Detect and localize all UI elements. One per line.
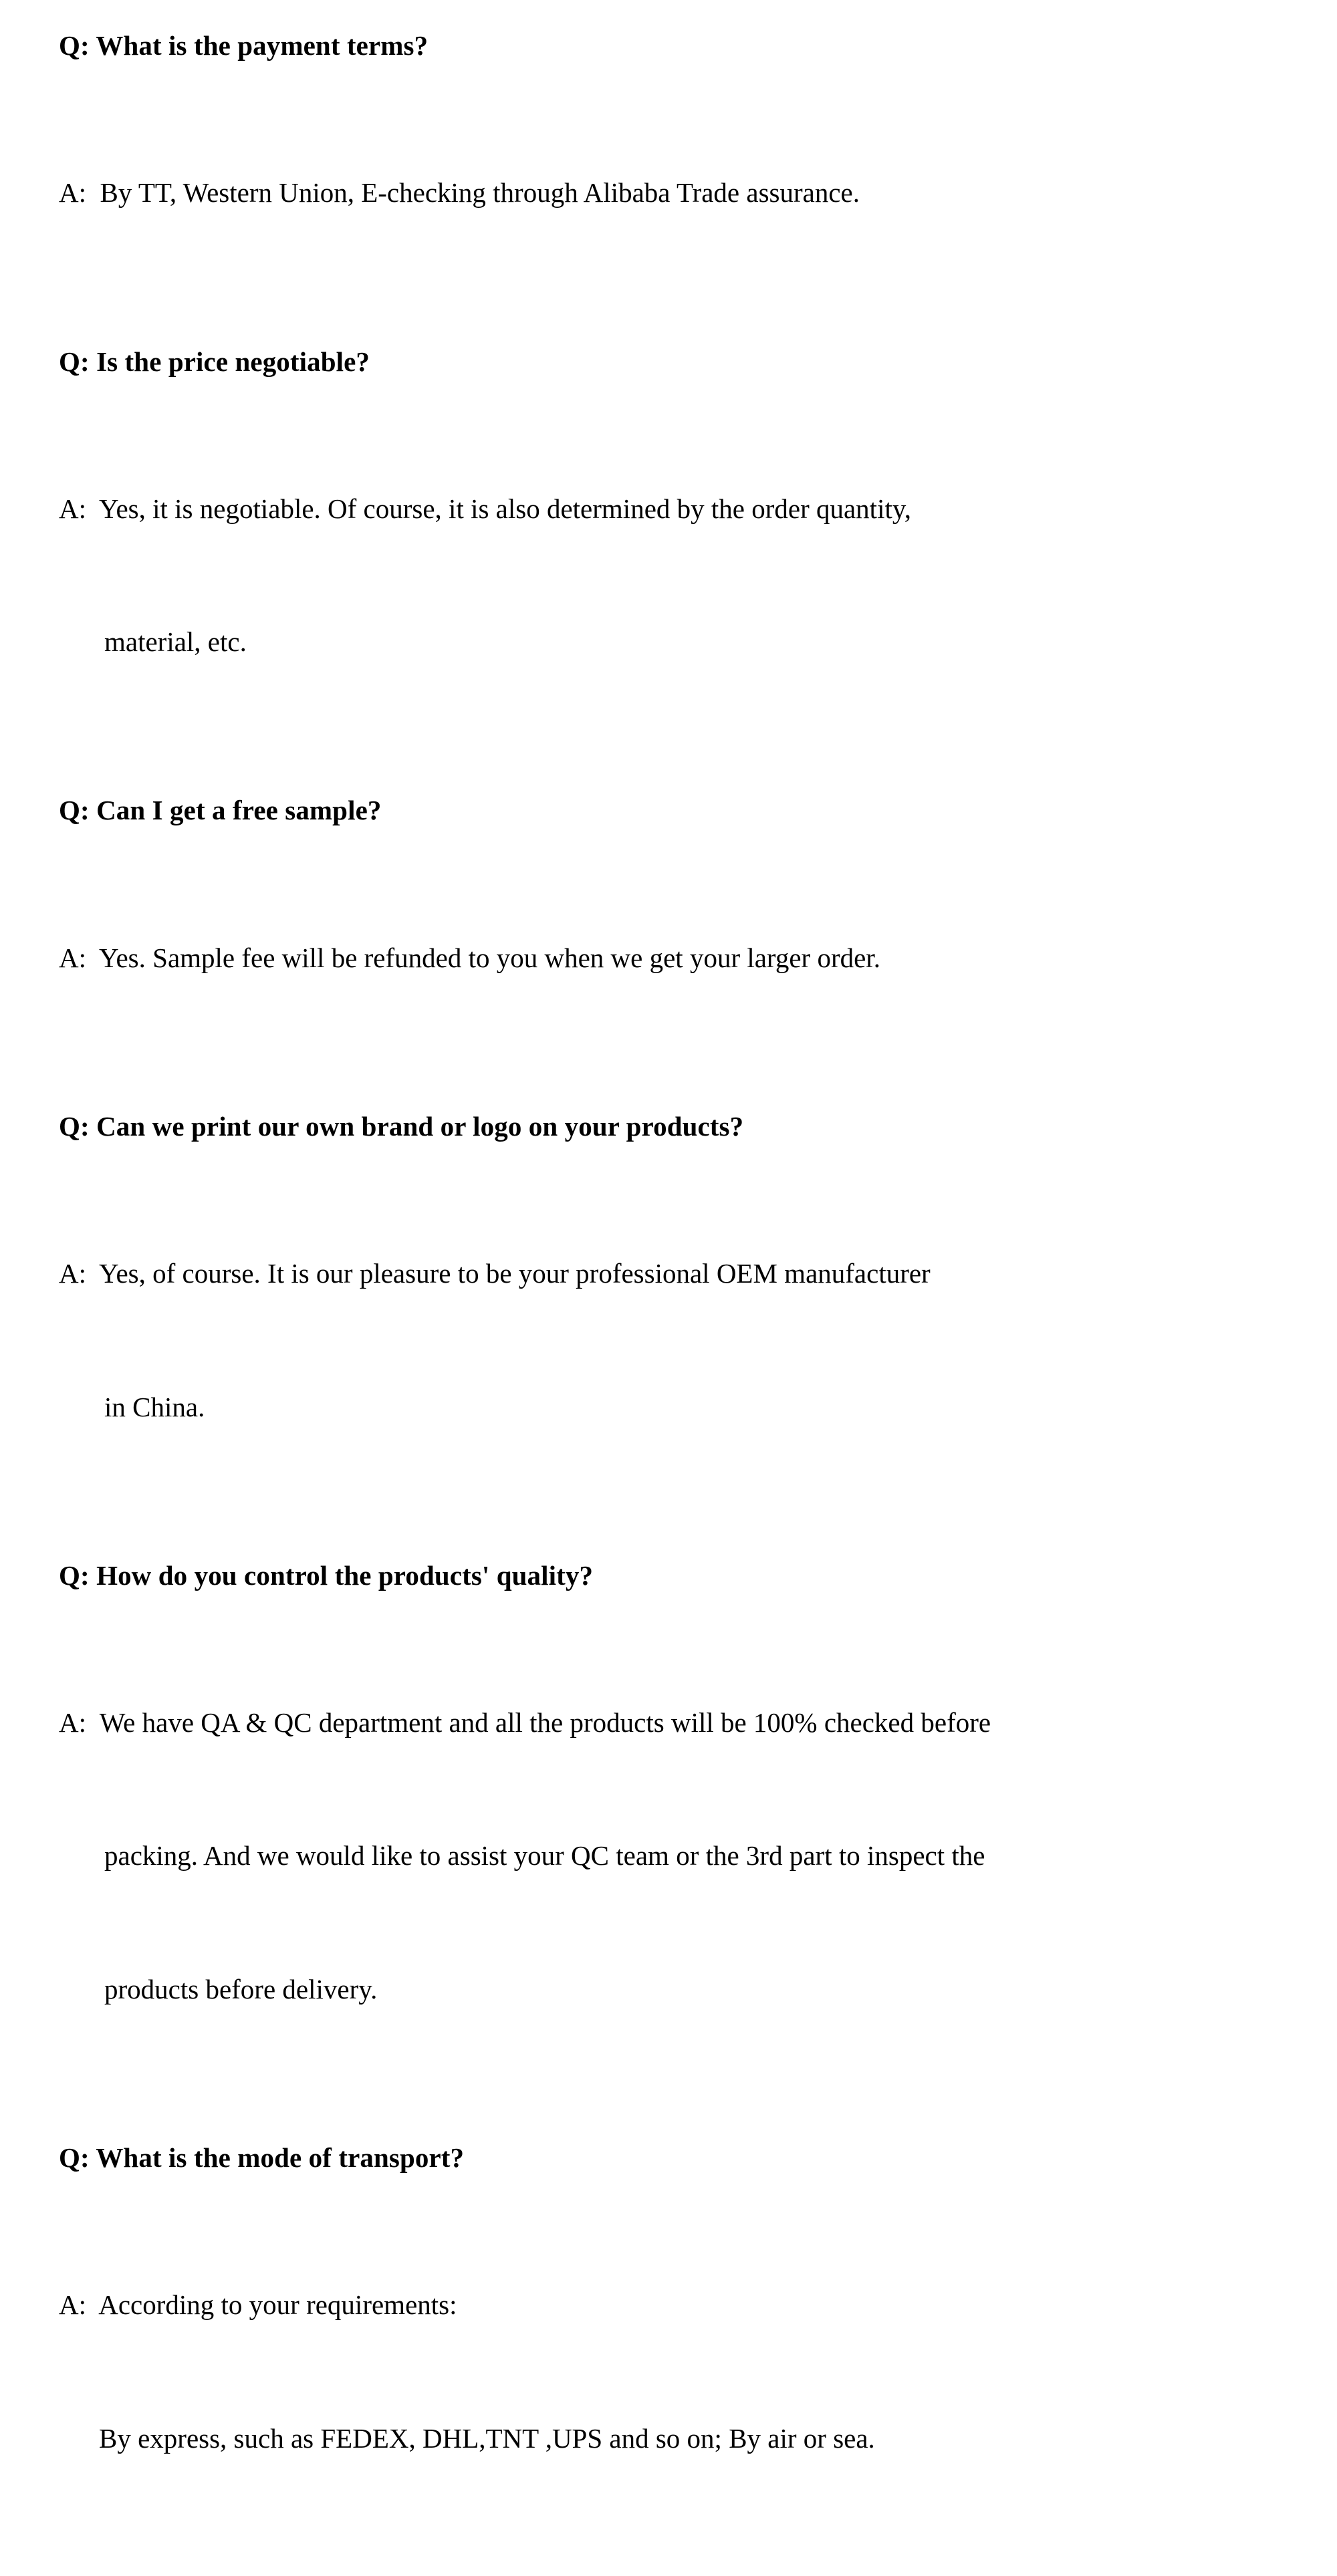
faq-question: Q: What is the mode of transport? (59, 2142, 465, 2173)
faq-question: Q: What is the payment terms? (59, 30, 429, 61)
faq-item (59, 1108, 1297, 1518)
faq-answer-line: A: Yes, it is negotiable. Of course, it is also determined by the order quantity, (59, 493, 911, 524)
faq-answer (59, 1163, 1297, 1518)
faq-item (59, 343, 1297, 753)
faq-question: Q: Is the price negotiable? (59, 346, 370, 377)
faq-answer-line: A: We have QA & QC department and all the products will be 100% checked before (59, 1707, 991, 1738)
faq-answer (59, 847, 1297, 1069)
faq-question: Q: Can we print our own brand or logo on your products? (59, 1111, 744, 1142)
faq-answer (59, 1612, 1297, 2099)
faq-answer-line: By express, such as FEDEX, DHL,TNT ,UPS and so on; By air or sea. (99, 2422, 875, 2454)
faq-answer-line: A: According to your requirements: (59, 2289, 457, 2321)
faq-answer (59, 398, 1297, 753)
faq-answer-line: products before delivery. (104, 1973, 378, 2005)
faq-question: Q: How do you control the products' quality? (59, 1559, 594, 1591)
faq-item (59, 1557, 1297, 2100)
faq-answer-line: A: Yes. Sample fee will be refunded to you when we get your larger order. (59, 942, 880, 973)
faq-answer-line: packing. And we would like to assist your QC team or the 3rd part to inspect the (104, 1840, 985, 1872)
faq-question: Q: Can I get a free sample? (59, 795, 382, 826)
faq-answer (59, 2194, 1297, 2549)
faq-item (59, 2139, 1297, 2549)
faq-item (59, 791, 1297, 1069)
faq-answer-line: in China. (104, 1391, 205, 1422)
faq-answer (59, 82, 1297, 304)
faq-answer-line: A: Yes, of course. It is our pleasure to be your professional OEM manufacturer (59, 1258, 931, 1289)
faq-answer-line: material, etc. (104, 626, 247, 658)
faq-item (59, 27, 1297, 304)
faq-answer-line: A: By TT, Western Union, E-checking through Alibaba Trade assurance. (59, 177, 860, 209)
